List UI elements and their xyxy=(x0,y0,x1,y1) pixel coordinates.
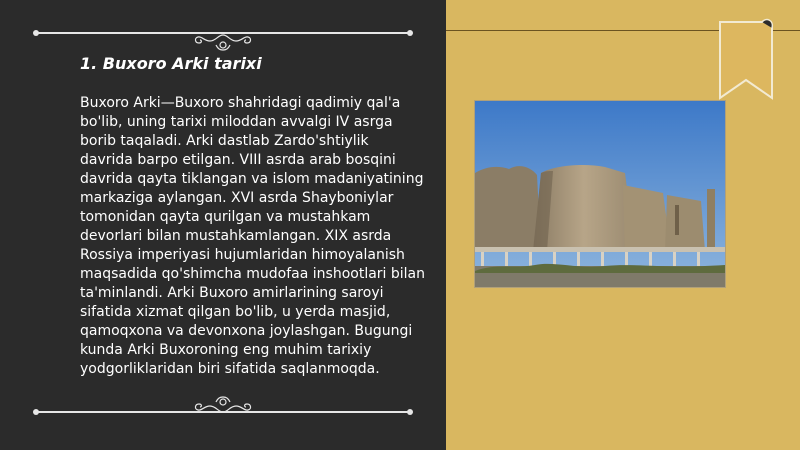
slide-title: 1. Buxoro Arki tarixi xyxy=(80,54,262,73)
bookmark-ribbon-icon xyxy=(718,18,774,102)
bottom-flourish-icon xyxy=(190,394,256,414)
fortress-photo xyxy=(474,100,726,288)
top-divider-end-right xyxy=(407,30,413,36)
top-flourish-icon xyxy=(190,33,256,53)
bottom-divider-end-right xyxy=(407,409,413,415)
fortress-illustration xyxy=(475,101,725,287)
bottom-divider-end-left xyxy=(33,409,39,415)
slide-body-text: Buxoro Arki—Buxoro shahridagi qadimiy qal'a bo'lib, uning tarixi miloddan avvalgi IV asrga borib taqaladi. Arki dastlab Zardo'shtiylik davrida barpo etilgan. VIII asrda arab bosqini davrida qayta tiklangan va islom madaniyatining markaziga aylangan. XVI asrda Shayboniylar tomonidan qayta qurilgan va mustahkam devorlari bilan mustahkamlangan. XIX asrda Rossiya imperiyasi hujumlaridan himoyalanish maqsadida qo'shimcha mudofaa inshootlari bilan ta'minlandi. Arki Buxoro amirlarining saroyi sifatida xizmat qilgan bo'lib, u yerda masjid, qamoqxona va devonxona joylashgan. Bugungi kunda Arki Buxoroning eng muhim tarixiy yodgorliklaridan biri sifatida saqlanmoqda. xyxy=(80,95,425,377)
top-divider-end-left xyxy=(33,30,39,36)
